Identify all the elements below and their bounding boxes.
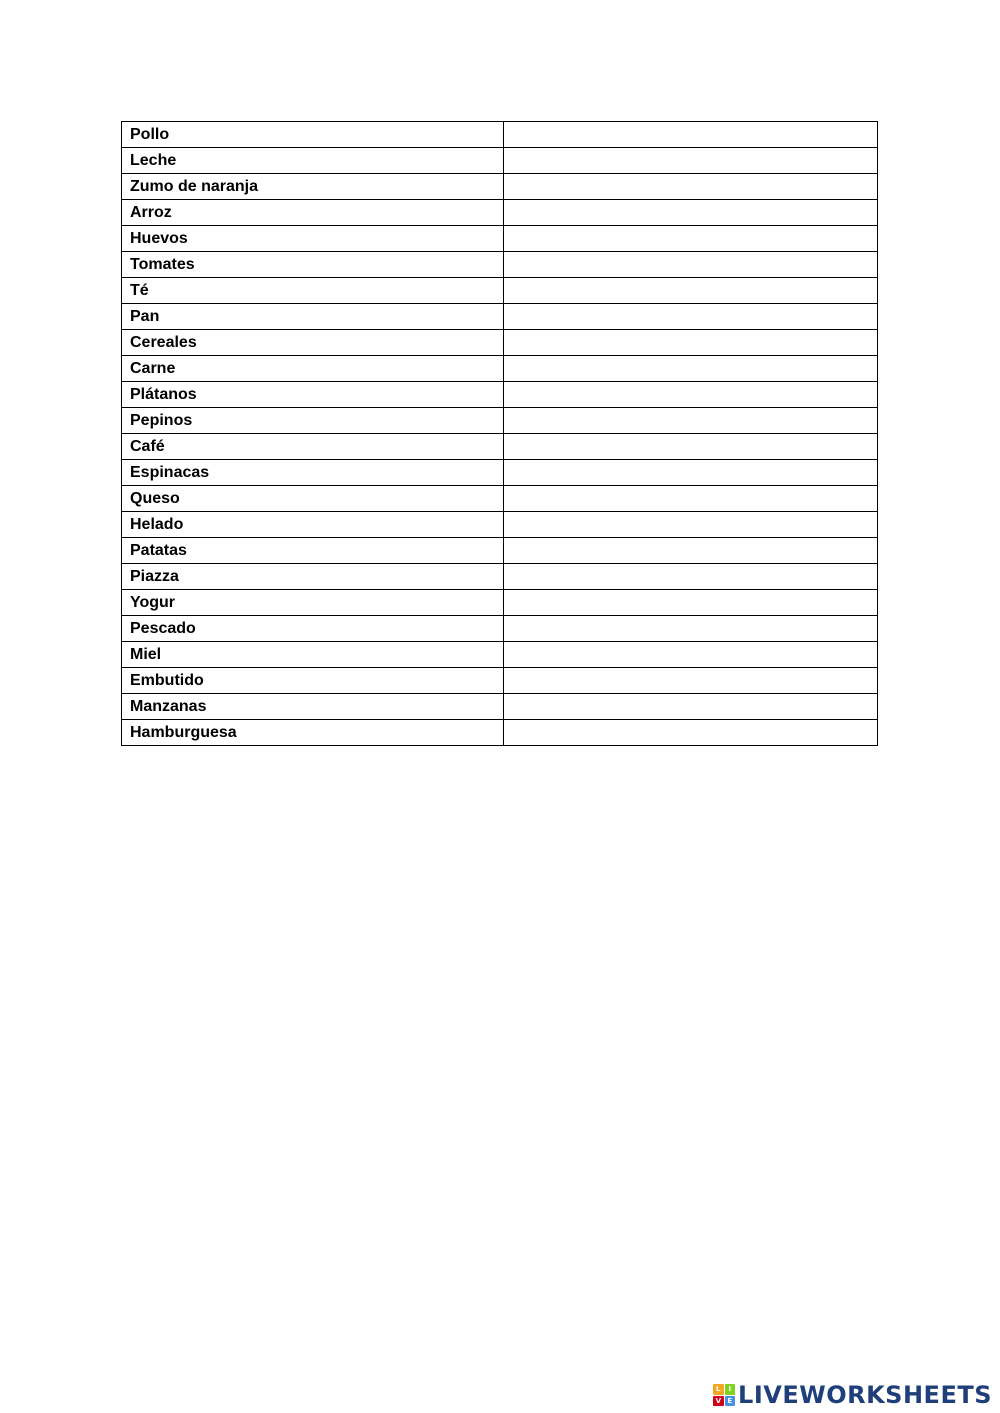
table-row — [122, 460, 878, 486]
word-cell: Espinacas — [122, 460, 504, 486]
answer-cell — [504, 434, 878, 460]
answer-input[interactable] — [504, 486, 877, 511]
word-cell: Leche — [122, 148, 504, 174]
liveworksheets-logo-icon — [713, 1384, 735, 1406]
answer-input[interactable] — [504, 460, 877, 485]
word-cell: Huevos — [122, 226, 504, 252]
word-cell: Tomates — [122, 252, 504, 278]
answer-input[interactable] — [504, 512, 877, 537]
answer-cell — [504, 304, 878, 330]
answer-cell — [504, 252, 878, 278]
liveworksheets-brand — [713, 1381, 992, 1409]
answer-input[interactable] — [504, 174, 877, 199]
word-cell: Helado — [122, 512, 504, 538]
answer-input[interactable] — [504, 564, 877, 589]
table-row — [122, 356, 878, 382]
table-row — [122, 226, 878, 252]
table-row — [122, 694, 878, 720]
word-cell: Café — [122, 434, 504, 460]
logo-square: L — [713, 1384, 724, 1395]
table-row — [122, 382, 878, 408]
word-cell: Manzanas — [122, 694, 504, 720]
answer-input[interactable] — [504, 694, 877, 719]
answer-cell — [504, 408, 878, 434]
word-cell: Pan — [122, 304, 504, 330]
answer-cell — [504, 616, 878, 642]
answer-input[interactable] — [504, 642, 877, 667]
answer-input[interactable] — [504, 122, 877, 147]
vocabulary-table-body — [122, 122, 878, 746]
answer-cell — [504, 538, 878, 564]
answer-cell — [504, 330, 878, 356]
table-row — [122, 252, 878, 278]
answer-cell — [504, 590, 878, 616]
answer-input[interactable] — [504, 616, 877, 641]
table-row — [122, 174, 878, 200]
word-cell: Patatas — [122, 538, 504, 564]
answer-cell — [504, 460, 878, 486]
table-row — [122, 616, 878, 642]
word-cell: Carne — [122, 356, 504, 382]
table-row — [122, 486, 878, 512]
answer-input[interactable] — [504, 590, 877, 615]
word-cell: Pescado — [122, 616, 504, 642]
table-row — [122, 122, 878, 148]
table-row — [122, 304, 878, 330]
answer-cell — [504, 564, 878, 590]
answer-input[interactable] — [504, 668, 877, 693]
answer-input[interactable] — [504, 330, 877, 355]
answer-input[interactable] — [504, 278, 877, 303]
table-row — [122, 278, 878, 304]
word-cell: Pollo — [122, 122, 504, 148]
answer-input[interactable] — [504, 720, 877, 745]
answer-input[interactable] — [504, 538, 877, 563]
answer-input[interactable] — [504, 434, 877, 459]
logo-square: E — [725, 1396, 736, 1407]
answer-cell — [504, 512, 878, 538]
logo-square: I — [725, 1384, 736, 1395]
answer-cell — [504, 382, 878, 408]
answer-cell — [504, 278, 878, 304]
answer-input[interactable] — [504, 200, 877, 225]
word-cell: Piazza — [122, 564, 504, 590]
word-cell: Cereales — [122, 330, 504, 356]
word-cell: Arroz — [122, 200, 504, 226]
answer-input[interactable] — [504, 304, 877, 329]
answer-input[interactable] — [504, 382, 877, 407]
table-row — [122, 330, 878, 356]
brand-name: LIVEWORKSHEETS — [738, 1381, 992, 1409]
table-row — [122, 590, 878, 616]
answer-cell — [504, 486, 878, 512]
word-cell: Embutido — [122, 668, 504, 694]
answer-cell — [504, 720, 878, 746]
table-row — [122, 538, 878, 564]
answer-input[interactable] — [504, 408, 877, 433]
answer-cell — [504, 642, 878, 668]
table-row — [122, 564, 878, 590]
answer-input[interactable] — [504, 226, 877, 251]
table-row — [122, 434, 878, 460]
answer-input[interactable] — [504, 252, 877, 277]
answer-cell — [504, 226, 878, 252]
vocabulary-table — [121, 121, 878, 746]
answer-cell — [504, 356, 878, 382]
answer-cell — [504, 668, 878, 694]
word-cell: Té — [122, 278, 504, 304]
word-cell: Yogur — [122, 590, 504, 616]
table-row — [122, 512, 878, 538]
word-cell: Pepinos — [122, 408, 504, 434]
logo-square: V — [713, 1396, 724, 1407]
word-cell: Queso — [122, 486, 504, 512]
word-cell: Miel — [122, 642, 504, 668]
answer-cell — [504, 122, 878, 148]
word-cell: Zumo de naranja — [122, 174, 504, 200]
table-row — [122, 200, 878, 226]
table-row — [122, 148, 878, 174]
answer-cell — [504, 148, 878, 174]
word-cell: Plátanos — [122, 382, 504, 408]
table-row — [122, 668, 878, 694]
table-row — [122, 720, 878, 746]
answer-input[interactable] — [504, 148, 877, 173]
answer-cell — [504, 200, 878, 226]
table-row — [122, 642, 878, 668]
answer-cell — [504, 694, 878, 720]
answer-input[interactable] — [504, 356, 877, 381]
table-row — [122, 408, 878, 434]
answer-cell — [504, 174, 878, 200]
word-cell: Hamburguesa — [122, 720, 504, 746]
